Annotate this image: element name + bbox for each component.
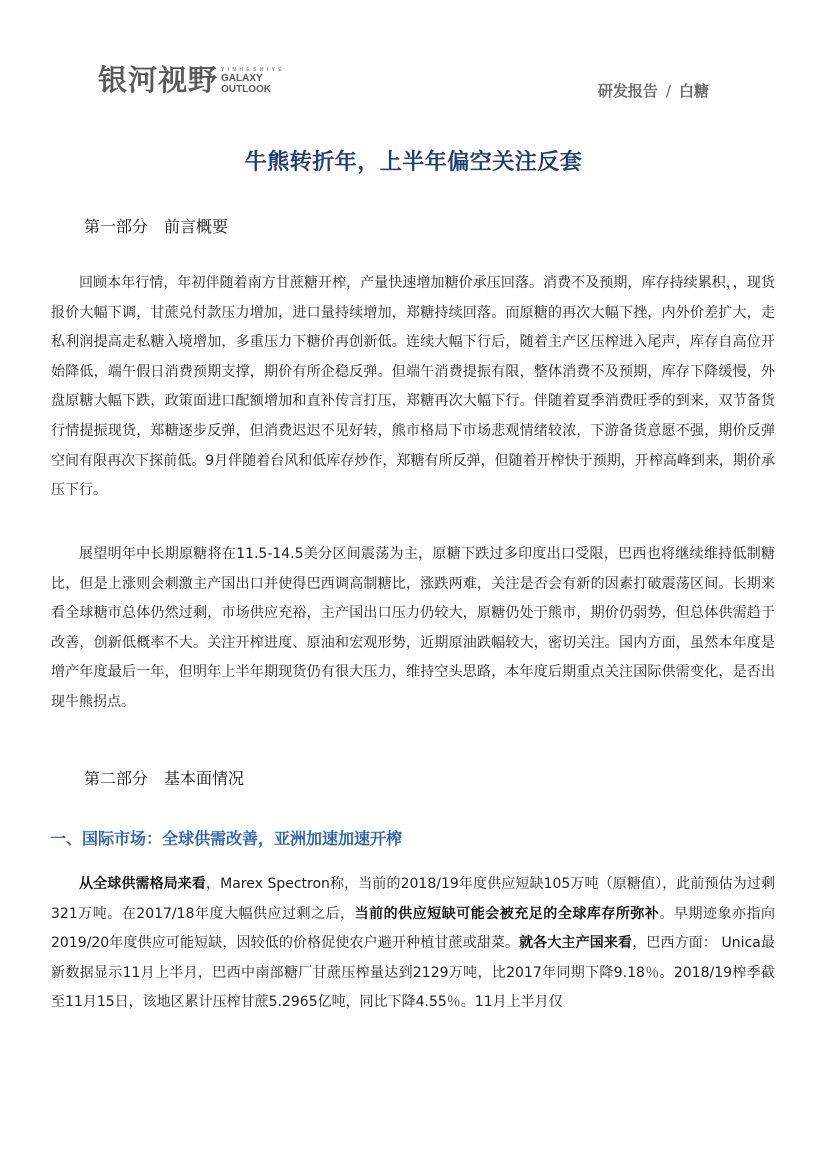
logo-en-line1: GALAXY	[221, 73, 263, 84]
galaxy-outlook-logo	[98, 63, 283, 97]
part2-heading	[84, 766, 244, 789]
bold-phrase-2: 当前的供应短缺可能会被充足的全球库存所弥补	[354, 905, 660, 922]
report-title: 牛熊转折年，上半年偏空关注反套	[244, 150, 583, 175]
part1-number: 第一部分	[84, 217, 149, 236]
logo-english-text	[221, 67, 283, 95]
report-kind: 研发报告	[597, 82, 658, 100]
logo-en-line2: OUTLOOK	[221, 84, 272, 95]
logo-tiny-text: Y I N H E S H I Y E	[221, 67, 283, 73]
section1-paragraph	[51, 870, 775, 1018]
part2-name: 基本面情况	[164, 769, 245, 788]
part1-heading	[84, 214, 228, 237]
bold-phrase-3: 就各大主产国来看	[519, 935, 633, 952]
text-run-1: ，Marex Spectron称，当前的2018/19年度供应短缺105万吨（原糖值），此前预估为过剩321万吨。在2017/18年度大幅供应过剩之后，	[51, 876, 775, 922]
text-run-2: 。早期迹象亦指向2019/20年度供应可能短缺，因较低的价格促使农户避开种植甘蔗或甜菜。	[51, 905, 776, 952]
header-separator: /	[665, 82, 671, 100]
text-run-3: ，巴西方面： Unica最新数据显示11月上半月，巴西中南部糖厂甘蔗压榨量达到2129万吨，比2017年同期下降9.18％。2018/19榨季截至11月15日，该地区累计压榨甘蔗5.2965亿吨，同比下降4.55％。11月上半月仅	[51, 935, 775, 1011]
page-header	[0, 0, 827, 120]
part2-number: 第二部分	[84, 769, 149, 788]
bold-phrase-1: 从全球供需格局来看	[79, 876, 207, 892]
report-category	[598, 80, 709, 101]
intro-paragraph-1: 回顾本年行情，年初伴随着南方甘蔗糖开榨，产量快速增加糖价承压回落。消费不及预期，库存持续累积，，现货报价大幅下调，甘蔗兑付款压力增加，进口量持续增加，郑糖持续回落。而原糖的再次大幅下挫，内外价差扩大，走私利润提高走私糖入境增加，多重压力下糖价再创新低。连续大幅下行后，随着主产区压榨进入尾声，库存自高位开始降低，端午假日消费预期支撑，期价有所企稳反弹。但端午消费提振有限，整体消费不及预期，库存下降缓慢，外盘原糖大幅下跌，政策面进口配额增加和直补传言打压，郑糖再次大幅下行。伴随着夏季消费旺季的到来，双节备货行情提振现货，郑糖逐步反弹，但消费迟迟不见好转，熊市格局下市场悲观情绪较浓，下游备货意愿不强，期价反弹空间有限再次下探前低。9月伴随着台风和低库存炒作，郑糖有所反弹，但随着开榨快于预期，开榨高峰到来，期价承压下行。	[51, 275, 775, 499]
section1-heading: 一、国际市场：全球供需改善，亚洲加速加速开榨	[50, 829, 403, 848]
intro-paragraph-2: 展望明年中长期原糖将在11.5-14.5美分区间震荡为主，原糖下跌过多印度出口受限，巴西也将继续维持低制糖比，但是上涨则会刺激主产国出口并使得巴西调高制糖比，涨跌两难，关注是否会有新的因素打破震荡区间。长期来看全球糖市总体仍然过剩，市场供应充裕，主产国出口压力仍较大，原糖仍处于熊市，期价仍弱势，但总体供需趋于改善，创新低概率不大。关注开榨进度、原油和宏观形势，近期原油跌幅较大，密切关注。国内方面，虽然本年度是增产年度最后一年，但明年上半年期现货仍有很大压力，维持空头思路，本年度后期重点关注国际供需变化，是否出现牛熊拐点。	[51, 546, 775, 710]
part1-name: 前言概要	[164, 217, 229, 236]
logo-chinese-text: 银河视野	[98, 63, 219, 97]
commodity-label: 白糖	[678, 82, 709, 100]
